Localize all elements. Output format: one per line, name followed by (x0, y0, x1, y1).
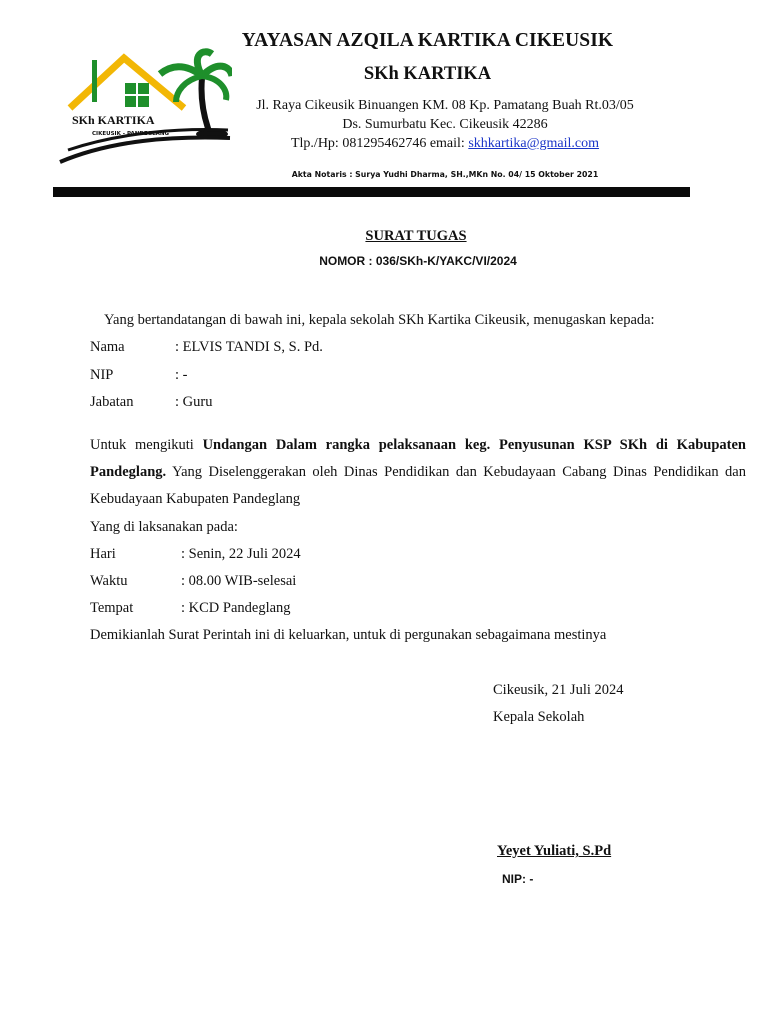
notary-line: Akta Notaris : Surya Yudhi Dharma, SH.,MKn No. 04/ 15 Oktober 2021 (291, 170, 599, 179)
time-label: Waktu (90, 573, 128, 589)
position-value: : Guru (175, 394, 213, 410)
school-logo (52, 40, 232, 175)
schedule-intro: Yang di laksanakan pada: (90, 519, 238, 535)
place-date: Cikeusik, 21 Juli 2024 (493, 682, 624, 698)
nip-value: : - (175, 367, 188, 383)
foundation-name: YAYASAN AZQILA KARTIKA CIKEUSIK (241, 30, 614, 51)
contact-line (230, 135, 660, 153)
purpose-paragraph (90, 432, 746, 513)
header-divider (53, 187, 690, 197)
time-value: : 08.00 WIB-selesai (181, 573, 297, 589)
contact-prefix: Tlp./Hp: 081295462746 email: (290, 136, 469, 151)
nip-label: NIP (90, 367, 114, 383)
signer-position: Kepala Sekolah (493, 709, 585, 725)
day-label: Hari (90, 546, 116, 562)
letter-number: NOMOR : 036/SKh-K/YAKC/VI/2024 (319, 254, 517, 268)
svg-text:SKh KARTIKA: SKh KARTIKA (72, 113, 155, 127)
position-label: Jabatan (90, 394, 134, 410)
purpose-rest: Yang Diselenggerakan oleh Dinas Pendidikan dan Kebudayaan Cabang Dinas Pendidikan dan Kebudayaan Kabupaten Pandeglang (90, 464, 746, 507)
name-label: Nama (90, 339, 125, 355)
purpose-lead: Untuk mengikuti (90, 437, 203, 453)
place-value: : KCD Pandeglang (181, 600, 291, 616)
intro-text: Yang bertandatangan di bawah ini, kepala sekolah SKh Kartika Cikeusik, menugaskan kepada: (104, 312, 655, 328)
purpose-bold: Undangan Dalam rangka pelaksanaan keg. Penyusunan KSP SKh di Kabupaten Pandeglang. (90, 437, 746, 480)
svg-text:CIKEUSIK - PANDEGLANG: CIKEUSIK - PANDEGLANG (92, 131, 170, 137)
letter-title: SURAT TUGAS (365, 228, 467, 244)
address-line-1: Jl. Raya Cikeusik Binuangen KM. 08 Kp. Pamatang Buah Rt.03/05 (256, 98, 634, 113)
address-line-2: Ds. Sumurbatu Kec. Cikeusik 42286 (342, 117, 548, 132)
school-name: SKh KARTIKA (363, 64, 492, 84)
signer-nip: NIP: - (502, 872, 534, 886)
name-value: : ELVIS TANDI S, S. Pd. (175, 339, 323, 355)
signer-name: Yeyet Yuliati, S.Pd (497, 843, 612, 859)
closing-text: Demikianlah Surat Perintah ini di keluarkan, untuk di pergunakan sebagaimana mestinya (90, 627, 607, 643)
day-value: : Senin, 22 Juli 2024 (181, 546, 301, 562)
email-link[interactable]: skhkartika@gmail.com (468, 136, 600, 151)
place-label: Tempat (90, 600, 134, 616)
